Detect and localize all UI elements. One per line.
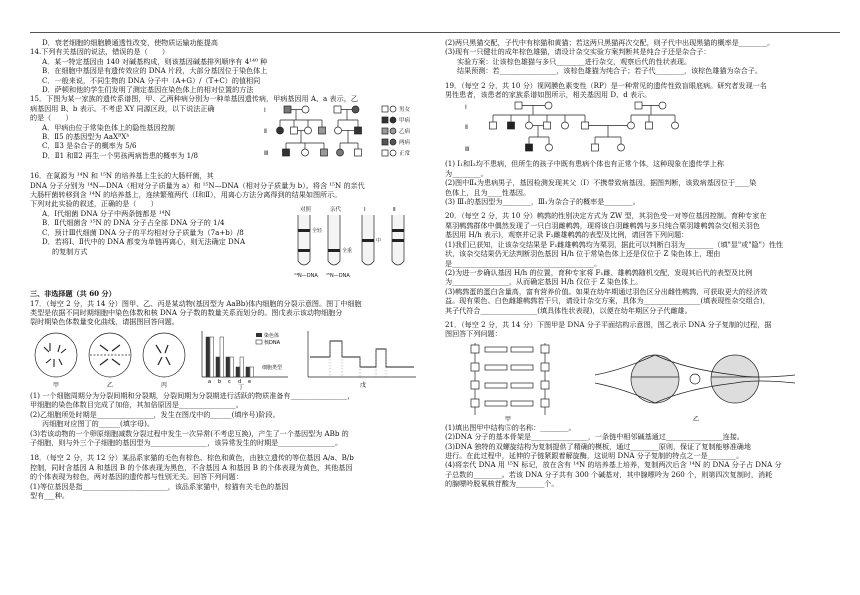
bar-e-dna xyxy=(250,367,254,377)
dna-band xyxy=(392,229,404,232)
q17-part2: (2)乙细胞所处时期是________________，发生在图戊中的______(填序号)阶段。 xyxy=(30,409,280,419)
q19-stem-2: 男性患者，该患者的家族系谱如图所示，相关基因用 D、d 表示。 xyxy=(445,90,652,100)
band-label: 中 xyxy=(376,238,382,245)
q16-option-d: D．若将Ⅰ、Ⅱ代中的 DNA 都变为单链再离心，则无法确定 DNA xyxy=(42,237,246,247)
q19-part1-2: 为________。 xyxy=(445,168,488,178)
q14-option-b: B．在细胞中基因是有遗传效应的 DNA 片段，大部分基因位于染色体上 xyxy=(42,66,268,76)
q18-stem-3: 的个体表现为棕色，两对基因的遗传都与性别无关。回答下列问题： xyxy=(30,472,243,482)
q18-stem: 18．（每空 2 分，共 12 分）某品系家猫的毛色有棕色、棕色和黄色，由独立遗传的等位基因 A/a、B/b xyxy=(30,453,354,463)
svg-text:Ⅲ: Ⅲ xyxy=(465,146,470,154)
q15-stem-3: 的是（ ） xyxy=(30,113,73,123)
q18-part2: (2)两只黑猫交配，子代中有棕猫和黄猫；若这两只黑猫再次交配，则子代中出现黑猫的概率是________。 xyxy=(445,38,775,47)
cell xyxy=(143,333,185,377)
svg-text:Ⅱ: Ⅱ xyxy=(465,124,468,132)
q20-part2-2: 为________________，从而确定基因 H/h 仅位于 Z 染色体上。 xyxy=(445,277,643,287)
q20-part1-3: 是________________________________________。 xyxy=(445,258,602,268)
figure-label: 甲 xyxy=(505,415,512,423)
bar-d-chromosome xyxy=(236,367,240,377)
q15-option-d: D．Ⅱ1 和Ⅱ2 再生一个男孩两病皆患的概率为 1/8 xyxy=(42,150,199,160)
bar-b-chromosome xyxy=(216,357,220,377)
q17-part1-2: 甲细胞的染色体数目完成了加倍，其加倍原因是________________。 xyxy=(30,400,243,410)
q20-part2: (2)为进一步确认基因 H/h 的位置，育种专家将 F₁雌、雄鹌鹑随机交配，发现其后代的表型及比例 xyxy=(445,267,753,277)
bar-e-chromosome xyxy=(246,367,250,377)
chromosome-curve xyxy=(308,331,416,389)
q17-figures xyxy=(30,327,422,391)
q14-option-a: A．某一特定基因由 140 对碱基构成，则该基因碱基排列顺序有 4¹⁴⁰ 种 xyxy=(42,56,268,66)
tube-top-label: 对照 xyxy=(300,207,312,214)
x-tick-label: d xyxy=(238,378,242,385)
q16-stem-3: 大肠杆菌转移到含 ¹⁴N 的培养基上，连续繁殖两代（Ⅰ和Ⅱ），用离心方法分离得到的结果如图所示。 xyxy=(30,190,342,200)
q16-option-c: C．预计Ⅲ代细菌 DNA 分子的平均相对分子质量为（7a+b）/8 xyxy=(42,227,244,237)
q21-part4-3: 的腺嘌呤脱氧核苷酸为________个。 xyxy=(445,479,559,489)
dna-band xyxy=(392,239,404,242)
x-tick-label: e xyxy=(248,378,252,385)
q16-stem-2: DNA 分子分别为 ¹⁴N—DNA（相对分子质量为 a）和 ¹⁵N—DNA（相对分子质量为 b）。将含 ¹⁵N 的亲代 xyxy=(30,180,365,190)
right-column xyxy=(445,38,837,489)
base-pair-rows xyxy=(471,345,549,407)
q20-part1: (1)我们已获知，让该杂交结果是 F₁雌雄鹌鹑均为栗羽，据此可以判断白羽为________（填"显"或"隐"）性性 xyxy=(445,239,784,249)
q16-stem: 16．在氮源为 ¹⁴N 和 ¹⁵N 的培养基上生长的大肠杆菌，其 xyxy=(30,171,214,181)
q15-stem-2: 病基因用 B、b 表示。不考虑 XY 同源区段，以下说法正确 xyxy=(30,103,215,113)
q19-part3: (3) Ⅲ₁的基因型为________，Ⅲ₁为杂合子的概率是________。 xyxy=(445,197,640,207)
section-3-heading: 三、非选择题（共 60 分） xyxy=(30,289,116,299)
q21-figures xyxy=(445,339,837,423)
q18-part1-2: 型有___种。 xyxy=(30,490,70,500)
chart-label: 丁 xyxy=(238,383,245,391)
legend-label: 正常 xyxy=(399,151,411,158)
svg-text:Ⅱ: Ⅱ xyxy=(264,128,267,136)
q19-part2: (2)图中Ⅱ₄为患病男子，基因检测发现其父（Ⅰ）不携带致病基因，据图判断，该致病基因位于____染 xyxy=(445,178,757,188)
q17-part3: (3)若该动物的一个卵原细胞减数分裂过程中发生一次异常(不考虑互换)，产生了一个基因型为 ABb 的 xyxy=(30,428,349,438)
q18-part1: (1)等位基因是指________________________，该品系家猫中，棕猫有关毛色的基因 xyxy=(30,481,289,491)
cell-label: 丙 xyxy=(161,381,168,389)
dna-band xyxy=(362,239,374,242)
q15-option-a: A．甲病由位于常染色体上的隐性基因控制 xyxy=(42,122,175,132)
band-label: 全重 xyxy=(342,248,353,255)
q21-part3-2: 进行。在此过程中，延伸的子链紧跟着解旋酶，这说明 DNA 分子复制的特点之一是________。 xyxy=(445,450,744,460)
bar-chart xyxy=(202,331,288,391)
rp-pedigree-figure xyxy=(445,99,837,159)
q20-part3-2: 益。现有栗色、白色雌雄鹌鹑若干只，请设计杂交方案，具体为________________(填表现性杂交组合)， xyxy=(445,296,770,306)
q16-option-a: A．Ⅰ代细菌 DNA 分子中两条链都是 ¹⁴N xyxy=(42,208,171,218)
tube xyxy=(328,215,340,265)
q21-part2: (2)DNA 分子的基本骨架是________________，一条链中相邻碱基通过________________连接。 xyxy=(445,432,744,442)
centrifuge-tubes-figure xyxy=(292,205,418,285)
q15-stem: 15．下图为某一家族的遗传系谱图，甲、乙两种病分别为一种单基因遗传病，甲病基因用 A、a 表示，乙 xyxy=(30,94,358,104)
svg-text:Ⅲ: Ⅲ xyxy=(264,150,269,158)
q20-part3: (3)鹌鹑蛋的蛋白含量高，富有营养价值。如果在幼年期通过羽色区分出雌性鹌鹑，可获取更大的经济效 xyxy=(445,286,768,296)
q20-part3-3: 其子代符合________________(填具体性状表现)，以便在幼年期区分子代雌雄。 xyxy=(445,305,692,315)
q21-part4-2: 子总数的________。若该 DNA 分子共有 300 个碱基对，其中腺嘌呤为 260 个，则第四次复制时，消耗 xyxy=(445,469,773,479)
cell-label: 甲 xyxy=(53,381,60,389)
q21-part4: (4)将亲代 DNA 用 ¹⁵N 标记，放在含有 ¹⁴N 的培养基上培养，复制两次后含 ¹⁴N 的 DNA 分子占 DNA 分 xyxy=(445,460,782,470)
tube-top-label: Ⅰ xyxy=(364,207,366,214)
x-tick-label: c xyxy=(228,378,231,385)
q21-stem-2: 图回答下列问题： xyxy=(445,329,502,339)
replication-figure xyxy=(595,355,795,403)
q18-part3-plan: 实验方案：让该棕色雄猫与多只________进行杂交，观察后代的性状表现。 xyxy=(457,56,692,66)
q19-part1: (1) Ⅰ₁和Ⅰ₂均不患病，但所生的孩子中既有患病个体也有正常个体，这种现象在遗传学上称 xyxy=(445,159,724,169)
q14-option-d: D．萨顿和他的学生们发明了测定基因在染色体上的相对位置的方法 xyxy=(42,85,254,95)
cell xyxy=(35,333,77,377)
cell-division-figures xyxy=(30,327,422,391)
dna-band xyxy=(328,249,340,252)
tube-top-label: Ⅱ xyxy=(393,207,396,214)
tube xyxy=(298,215,310,265)
q20-stem: 20．（每空 2 分，共 10 分）鹌鹑的性别决定方式为 ZW 型，其羽色受一对等位基因控制。育种专家在 xyxy=(445,211,767,221)
bar-a-chromosome xyxy=(206,337,210,377)
header-rule xyxy=(30,32,840,33)
legend-label: 乙病 xyxy=(399,129,411,136)
q18-part3: (3)现有一只健壮的成年棕色雄猫，请设计杂交实验方案判断其是纯合子还是杂合子： xyxy=(445,47,711,57)
q17-part1: (1) 一个细胞周期分为分裂间期和分裂期，分裂间期为分裂期进行活跃的物质准备有________________， xyxy=(30,390,355,400)
q15-option-b: B．Ⅱ5 的基因型为 AaXᴮXᵇ xyxy=(42,132,130,142)
q19-stem: 19．（每空 2 分，共 10 分）视网膜色素变性（RP）是一种常见的遗传性致盲眼底病。研究者发现一名 xyxy=(445,80,767,90)
bar-d-dna xyxy=(240,357,244,377)
bar-c-dna xyxy=(230,357,234,377)
legend-swatch-dna xyxy=(256,340,262,344)
tube-bottom-label: ¹⁴N—DNA xyxy=(294,273,318,280)
legend-label: 男女 xyxy=(399,107,411,114)
q20-part1-2: 状，该杂交结果仍无法判断羽色基因 H/h 位于常染色体上还是仅位于 Z 染色体上，理由 xyxy=(445,249,721,259)
q16-option-b: B．Ⅱ代细菌含 ¹⁵N 的 DNA 分子占全部 DNA 分子的 1/4 xyxy=(42,218,225,228)
bar-a-dna xyxy=(210,337,214,377)
q15-option-c: C．Ⅱ3 是杂合子的概率为 5/6 xyxy=(42,141,137,151)
q17-stem-2: 类型是依据不同时期细胞中染色体数和核 DNA 分子数的数量关系而划分的。图戊表示该动物细胞分 xyxy=(30,308,343,318)
cell-label: 乙 xyxy=(107,381,114,389)
q20-stem-3: 基因用 H/h 表示)，观察并记录 F₁雌雄鹌鹑的表型及比例，请回答下列问题： xyxy=(445,230,689,240)
q20-stem-2: 栗羽鹌鹑群体中偶然发现了一只白羽雌鹌鹑，现将该白羽雌鹌鹑与多只纯合栗羽雄鹌鹑杂交(相关羽色 xyxy=(445,220,760,230)
q21-stem: 21．（每空 2 分，共 14 分）下图甲是 DNA 分子平面结构示意图，图乙表示 DNA 分子复制的过程，据 xyxy=(445,319,772,329)
q18-part3-result: 结果预测：若________________，该棕色雄猫为纯合子；若子代________，该棕色雄猫为杂合子。 xyxy=(457,66,763,76)
band-label: 全轻 xyxy=(312,228,323,235)
figure-label: 乙 xyxy=(693,415,700,423)
q19-part2-2: 色体上，且为____性基因。 xyxy=(445,187,531,197)
dna-band xyxy=(298,229,310,232)
legend-label: 核DNA xyxy=(264,339,281,346)
q18-stem-2: 控制，同时含基因 A 和基因 B 的个体表现为黑色，不含基因 A 和基因 B 的个体表现为黄色，其他基因 xyxy=(30,462,353,472)
q16-option-d-2: 的复制方式 xyxy=(52,246,88,256)
left-column xyxy=(30,38,422,500)
q16-block xyxy=(30,171,422,285)
q17-part2-2: 丙细胞对应图丁的______(填字母)。 xyxy=(42,419,154,429)
legend-label: 染色体 xyxy=(264,332,280,339)
legend-label: 两病 xyxy=(399,140,411,147)
x-axis-title: 细胞类型 xyxy=(262,364,283,371)
tube-bottom-label: ¹⁵N—DNA xyxy=(326,273,350,280)
legend-label: 甲病 xyxy=(399,118,411,125)
q17-stem: 17．（每空 2 分，共 14 分）图甲、乙、丙是某动物(基因型为 AaBb)体内细胞的分裂示意图。图丁中细胞 xyxy=(30,298,362,308)
svg-text:Ⅰ: Ⅰ xyxy=(264,107,266,115)
x-tick-label: a xyxy=(208,378,212,385)
q21-part3: (3)DNA 独特的双螺旋结构为复制提供了精确的模板，通过________原则，保证了复制能够准确地 xyxy=(445,441,751,451)
pedigree-figure-15 xyxy=(262,103,420,171)
tube-top-label: 亲代 xyxy=(330,207,342,214)
curve-label: 戊 xyxy=(360,381,367,389)
dna-structure-figures xyxy=(445,339,837,423)
q14-stem: 14.下列有关基因的说法，错误的是（ ） xyxy=(30,47,169,57)
q13-option-d: D．衰老细胞的细胞膜通透性改变，使物质运输功能提高 xyxy=(42,38,218,47)
svg-text:Ⅰ: Ⅰ xyxy=(465,104,467,112)
bar-b-dna xyxy=(220,337,224,377)
q19-pedigree xyxy=(445,99,837,159)
q17-part3-2: 子细胞，则与外三个子细胞的基因型为________________，该异常发生的时期是________________。 xyxy=(30,437,343,447)
q14-option-c: C．一般来说，不同生物的 DNA 分子中（A+G）/（T+C）的值相同 xyxy=(42,75,261,85)
bar-c-chromosome xyxy=(226,357,230,377)
q21-part1: (1)填出图甲中结构⑤的名称：________。 xyxy=(445,422,576,432)
q17-stem-3: 裂时期染色体数量变化曲线，请据图回答问题。 xyxy=(30,317,179,327)
dna-band xyxy=(298,249,310,252)
x-tick-label: b xyxy=(218,378,222,385)
q16-stem-4: 下列对此实验的叙述，正确的是（ ） xyxy=(30,199,158,209)
legend-swatch-chromosome xyxy=(256,333,262,337)
